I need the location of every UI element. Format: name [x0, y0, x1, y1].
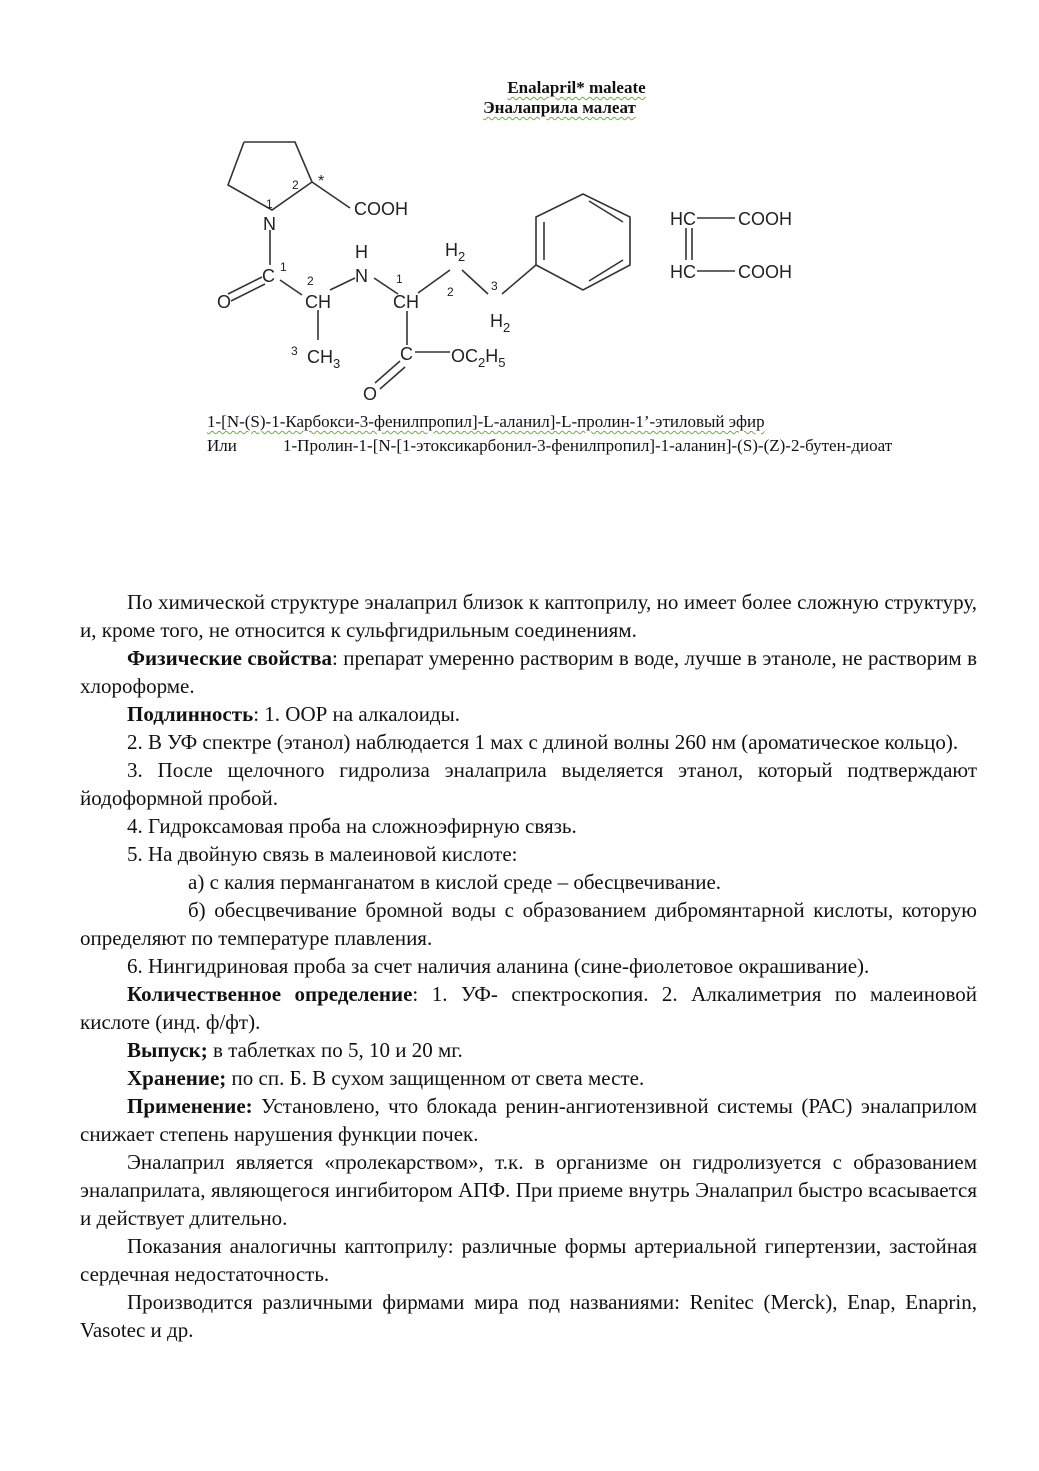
paragraph-indications: Показания аналогичны каптоприлу: различные формы артериальной гипертензии, застойная сердечная недостаточность.	[80, 1234, 977, 1286]
paragraph-structure: По химической структуре эналаприл близок к каптоприлу, но имеет более сложную структуру, и, кроме того, не относится к сульфгидрильным соединениям.	[80, 590, 977, 642]
h2-top-label: $H_2$	[445, 240, 466, 264]
h2-bot-label: $H_2$	[490, 311, 511, 335]
maleic-cooh-top: COOH	[738, 209, 792, 229]
paragraph-storage: Хранение; по сп. Б. В сухом защищенном от света месте.	[127, 1066, 645, 1090]
oc2h5-label: $OC_2H_5$	[451, 346, 506, 370]
paragraph-hydroxamic: 4. Гидроксамовая проба на сложноэфирную связь.	[127, 814, 577, 838]
paragraph-double-bond: 5. На двойную связь в малеиновой кислоте:	[127, 842, 518, 866]
iupac-name-1: 1-[N-(S)-1-Карбокси-3-фенилпропил]-L-аланил]-L-пролин-1’-этиловый эфир	[207, 412, 765, 431]
paragraph-permanganate: а) с калия перманганатом в кислой среде – обесцвечивание.	[188, 870, 722, 894]
paragraph-manufacturers: Производится различными фирмами мира под названиями: Renitec (Merck), Enap, Enaprin, Vasotec и др.	[80, 1290, 977, 1342]
nh-n-label: N	[355, 266, 368, 286]
o-left-label: O	[217, 292, 232, 312]
title-russian: Эналаприла малеат	[483, 98, 636, 117]
c-ester-label: C	[400, 344, 413, 364]
c1-label: C	[262, 266, 275, 286]
paragraph-prodrug: Эналаприл является «пролекарством», т.к. в организме он гидролизуется с образованием эналаприлата, являющегося ингибитором АПФ. При приеме внутрь Эналаприл быстро всасывается и действует длительно.	[80, 1150, 977, 1230]
paragraph-ninhydrin: 6. Нингидриновая проба за счет наличия аланина (сине-фиолетовое окрашивание).	[127, 954, 870, 978]
cooh-label: COOH	[354, 199, 408, 219]
iupac-name-2	[207, 434, 897, 458]
num-2b: 2	[447, 285, 454, 299]
maleic-hc-top: HC	[670, 209, 696, 229]
ch3-label: $CH_3$	[307, 347, 341, 371]
num-1b: 1	[396, 272, 403, 286]
stereo-star: *	[318, 173, 325, 190]
num-3b: 3	[491, 279, 498, 293]
document-body	[80, 588, 977, 1344]
structure-bonds	[228, 142, 735, 389]
paragraph-quantitative: Количественное определение: 1. УФ- спектроскопия. 2. Алкалиметрия по малеиновой кислоте (инд. ф/фт).	[80, 982, 977, 1034]
ch-b-label: CH	[393, 292, 419, 312]
paragraph-hydrolysis: 3. После щелочного гидролиза эналаприла выделяется этанол, который подтверждают йодоформной пробой.	[80, 758, 977, 810]
paragraph-release: Выпуск; в таблетках по 5, 10 и 20 мг.	[127, 1038, 463, 1062]
or-label: Или	[207, 436, 237, 455]
title-english: Enalapril* maleate	[507, 78, 646, 97]
nh-h-label: H	[355, 242, 368, 262]
paragraph-authenticity: Подлинность: 1. ООР на алкалоиды.	[127, 702, 460, 726]
ring-num-2: 2	[292, 178, 299, 192]
document-header	[0, 78, 1039, 118]
ch-label: CH	[305, 292, 331, 312]
maleic-cooh-bottom: COOH	[738, 262, 792, 282]
iupac-name-2-text: 1-Пролин-1-[N-[1-этоксикарбонил-3-фенилпропил]-1-аланин]-(S)-(Z)-2-бутен-диоат	[283, 436, 893, 455]
c1-num: 1	[280, 260, 287, 274]
ring-num-1: 1	[266, 197, 273, 211]
maleic-hc-bottom: HC	[670, 262, 696, 282]
paragraph-physical: Физические свойства: препарат умеренно растворим в воде, лучше в этаноле, не растворим в хлороформе.	[80, 646, 977, 698]
paragraph-bromine: б) обесцвечивание бромной воды с образованием дибромянтарной кислоты, которую определяют по температуре плавления.	[80, 898, 977, 950]
num-2: 2	[307, 274, 314, 288]
n-ring-label: N	[263, 214, 276, 234]
iupac-names	[207, 410, 897, 458]
paragraph-uv: 2. В УФ спектре (этанол) наблюдается 1 мах с длиной волны 260 нм (ароматическое кольцо).	[127, 730, 959, 754]
num-3: 3	[291, 344, 298, 358]
o-ester-label: O	[363, 384, 378, 404]
chemical-structure	[200, 130, 820, 405]
paragraph-application: Применение: Установлено, что блокада ренин-ангиотензивной системы (РАС) эналаприлом снижает степень нарушения функции почек.	[80, 1094, 977, 1146]
